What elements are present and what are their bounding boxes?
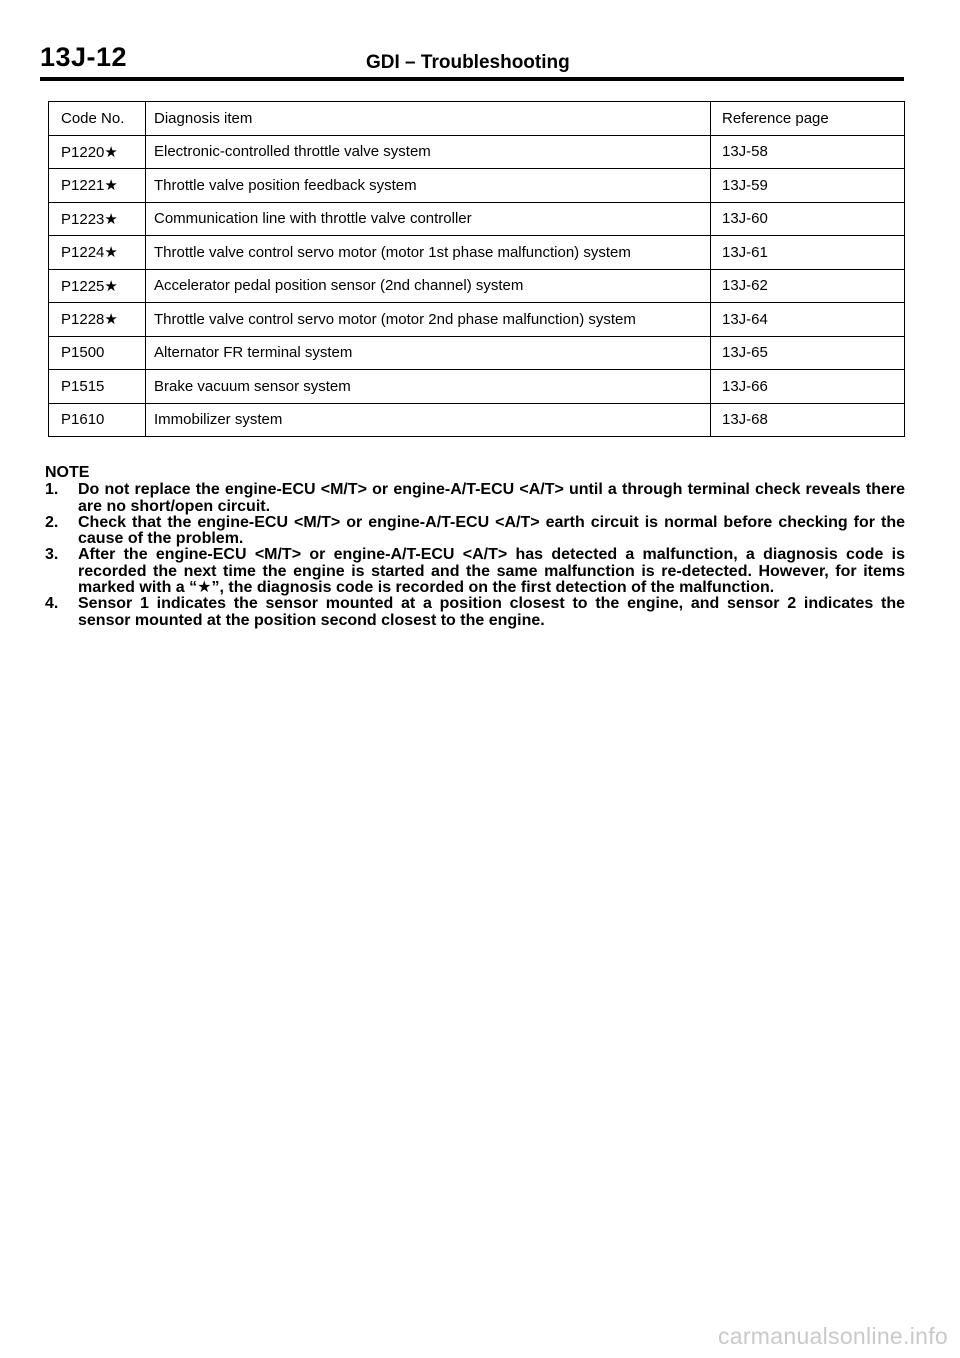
code-cell: P1224★ — [49, 236, 146, 270]
reference-page-cell: 13J-61 — [711, 236, 905, 270]
note-item-number: 2. — [45, 513, 59, 531]
diagnosis-item-cell: Alternator FR terminal system — [146, 336, 711, 370]
table-row — [49, 370, 905, 404]
reference-page-cell: 13J-62 — [711, 269, 905, 303]
note-item-text: Do not replace the engine-ECU <M/T> or engine-A/T-ECU <A/T> until a through terminal check reveals there are no short/open circuit. — [78, 481, 905, 515]
code-cell: P1221★ — [49, 169, 146, 203]
note-item — [45, 596, 905, 629]
code-cell: P1220★ — [49, 135, 146, 169]
diagnosis-item-cell: Communication line with throttle valve controller — [146, 202, 711, 236]
note-section — [45, 465, 905, 629]
page-title: GDI – Troubleshooting — [366, 52, 570, 73]
table-row — [49, 202, 905, 236]
code-cell: P1515 — [49, 370, 146, 404]
reference-page-cell: 13J-58 — [711, 135, 905, 169]
note-title: NOTE — [45, 464, 90, 481]
note-item-number: 1. — [45, 481, 59, 499]
code-cell: P1228★ — [49, 303, 146, 337]
reference-page-cell: 13J-64 — [711, 303, 905, 337]
column-header-reference: Reference page — [711, 102, 905, 136]
note-item-text: Check that the engine-ECU <M/T> or engine-A/T-ECU <A/T> earth circuit is normal before checking for the cause of the problem. — [78, 513, 905, 548]
reference-page-cell: 13J-60 — [711, 202, 905, 236]
code-cell: P1225★ — [49, 269, 146, 303]
diagnosis-item-cell: Brake vacuum sensor system — [146, 370, 711, 404]
table-row — [49, 303, 905, 337]
table-row — [49, 403, 905, 437]
diagnosis-item-cell: Throttle valve control servo motor (motor 2nd phase malfunction) system — [146, 303, 711, 337]
note-item — [45, 515, 905, 548]
table-row — [49, 336, 905, 370]
note-item-number: 4. — [45, 595, 59, 613]
reference-page-cell: 13J-65 — [711, 336, 905, 370]
note-item-text: Sensor 1 indicates the sensor mounted at a position closest to the engine, and sensor 2 indicates the sensor mounted at the position second closest to the engine. — [78, 595, 905, 629]
code-cell: P1223★ — [49, 202, 146, 236]
table-header-row — [49, 102, 905, 136]
reference-page-cell: 13J-66 — [711, 370, 905, 404]
reference-page-cell: 13J-68 — [711, 403, 905, 437]
page-number: 13J-12 — [40, 42, 128, 72]
note-list — [45, 482, 905, 629]
diagnosis-item-cell: Throttle valve position feedback system — [146, 169, 711, 203]
column-header-item: Diagnosis item — [146, 102, 711, 136]
diagnosis-item-cell: Accelerator pedal position sensor (2nd channel) system — [146, 269, 711, 303]
column-header-code: Code No. — [49, 102, 146, 136]
note-item-text: After the engine-ECU <M/T> or engine-A/T-ECU <A/T> has detected a malfunction, a diagnosis code is recorded the next time the engine is started and the same malfunction is re-detected. However, for items marked with a “★”, the diagnosis code is recorded on the first detection of the malfunction. — [78, 546, 905, 597]
diagnosis-item-cell: Throttle valve control servo motor (motor 1st phase malfunction) system — [146, 236, 711, 270]
code-cell: P1610 — [49, 403, 146, 437]
header-divider — [40, 77, 904, 81]
reference-page-cell: 13J-59 — [711, 169, 905, 203]
table-row — [49, 135, 905, 169]
watermark-text: carmanualsonline.info — [717, 1323, 948, 1349]
diagnosis-item-cell: Immobilizer system — [146, 403, 711, 437]
diagnosis-item-cell: Electronic-controlled throttle valve system — [146, 135, 711, 169]
diagnosis-code-table — [48, 101, 905, 437]
note-item — [45, 482, 905, 515]
note-item — [45, 547, 905, 596]
note-item-number: 3. — [45, 546, 59, 564]
table-row — [49, 236, 905, 270]
table-row — [49, 169, 905, 203]
code-cell: P1500 — [49, 336, 146, 370]
table-row — [49, 269, 905, 303]
